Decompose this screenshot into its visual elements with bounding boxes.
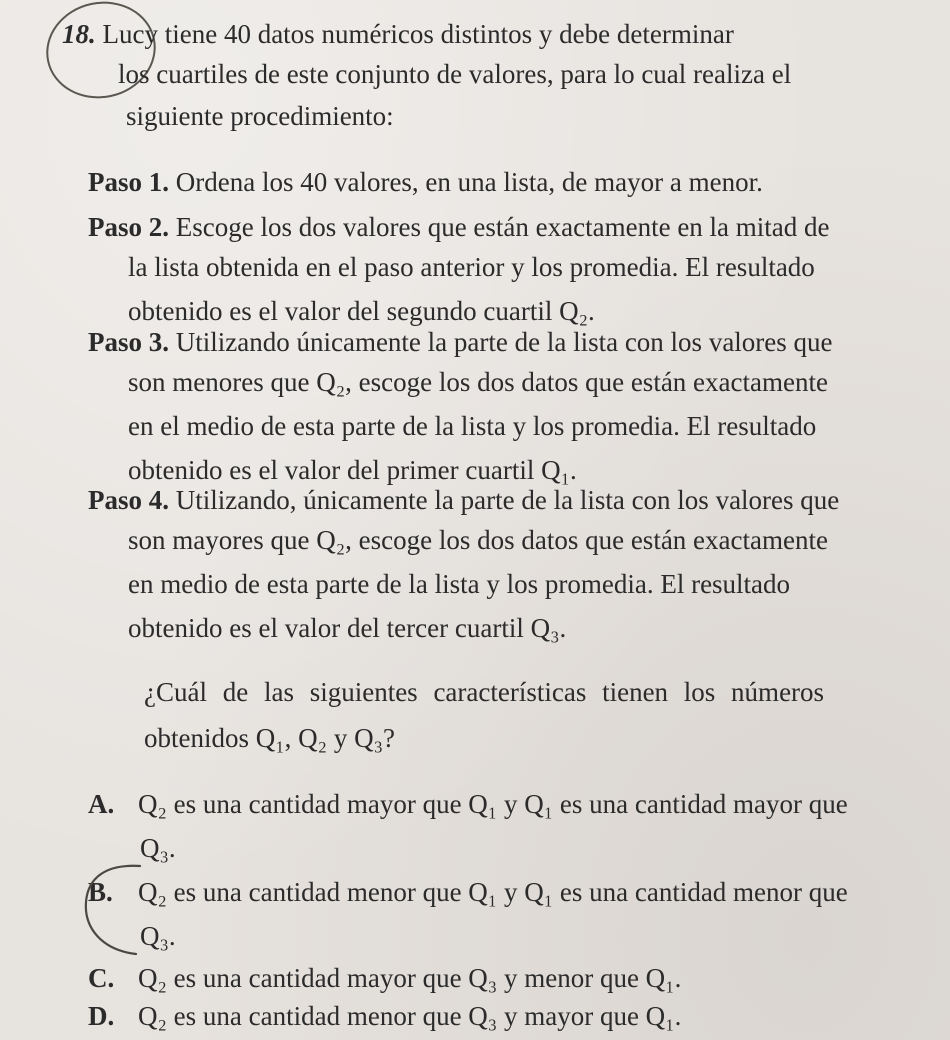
prompt-line-1: ¿Cuál de las siguientes características tienen los números [144, 677, 825, 707]
option-a[interactable] [88, 782, 848, 826]
step-2-line-1: Escoge los dos valores que están exactamente en la mitad de [169, 212, 830, 242]
option-b-line-1: Q₂ es una cantidad menor que Q₁ y Q₁ es una cantidad menor que [138, 877, 848, 907]
step-3-label: Paso 3. [88, 327, 169, 357]
intro-line-3-block [126, 94, 394, 138]
step-4 [88, 478, 839, 522]
step-2-line-2: la lista obtenida en el paso anterior y los promedia. El resultado [128, 252, 815, 282]
intro-line-1: Lucy tiene 40 datos numéricos distintos y debe determinar [102, 19, 734, 49]
step-3-line-4: obtenido es el valor del primer cuartil Q₁. [128, 455, 577, 485]
step-3-line-3: en el medio de esta parte de la lista y los promedia. El resultado [128, 411, 817, 441]
option-d-line-1: Q₂ es una cantidad menor que Q₃ y mayor que Q₁. [138, 1001, 682, 1031]
step-4-line-4: obtenido es el valor del tercer cuartil Q₃. [128, 613, 567, 643]
option-b[interactable] [88, 870, 848, 914]
step-4-line-3: en medio de esta parte de la lista y los promedia. El resultado [128, 569, 791, 599]
step-4-line-2: son mayores que Q₂, escoge los dos datos que están exactamente [128, 525, 828, 555]
option-c-letter: C. [88, 963, 115, 993]
step-2-line-3: obtenido es el valor del segundo cuartil Q₂. [128, 296, 595, 326]
prompt-line-1-block [144, 670, 824, 714]
step-3 [88, 320, 833, 364]
step-3-line-1: Utilizando únicamente la parte de la lista con los valores que [169, 327, 833, 357]
step-2-label: Paso 2. [88, 212, 169, 242]
option-d-letter: D. [88, 1001, 115, 1031]
intro-line-3: siguiente procedimiento: [126, 101, 394, 131]
option-a-letter: A. [88, 789, 115, 819]
prompt-line-2-block [144, 716, 395, 760]
option-c-line-1: Q₂ es una cantidad mayor que Q₃ y menor que Q₁. [138, 963, 682, 993]
step-4-label: Paso 4. [88, 485, 169, 515]
step-3-line-2: son menores que Q₂, escoge los dos datos que están exactamente [128, 367, 828, 397]
step-3-cont [128, 360, 828, 492]
question-number: 18. [62, 19, 96, 49]
step-1-label: Paso 1. [88, 167, 169, 197]
option-b-cont [140, 914, 176, 958]
option-b-letter: B. [88, 877, 113, 907]
step-4-cont [128, 518, 828, 650]
step-2 [88, 205, 830, 249]
option-a-line-2: Q₃. [140, 833, 176, 863]
option-d[interactable] [88, 994, 681, 1038]
question-intro [62, 12, 734, 56]
intro-line-2: los cuartiles de este conjunto de valores, para lo cual realiza el [118, 59, 792, 89]
option-a-cont [140, 826, 176, 870]
option-a-line-1: Q₂ es una cantidad mayor que Q₁ y Q₁ es una cantidad mayor que [138, 789, 848, 819]
step-1-text: Ordena los 40 valores, en una lista, de mayor a menor. [169, 167, 763, 197]
prompt-line-2: obtenidos Q₁, Q₂ y Q₃? [144, 723, 395, 753]
intro-line-2-block [118, 52, 791, 96]
step-1 [88, 160, 763, 204]
option-b-line-2: Q₃. [140, 921, 176, 951]
step-4-line-1: Utilizando, únicamente la parte de la lista con los valores que [169, 485, 840, 515]
